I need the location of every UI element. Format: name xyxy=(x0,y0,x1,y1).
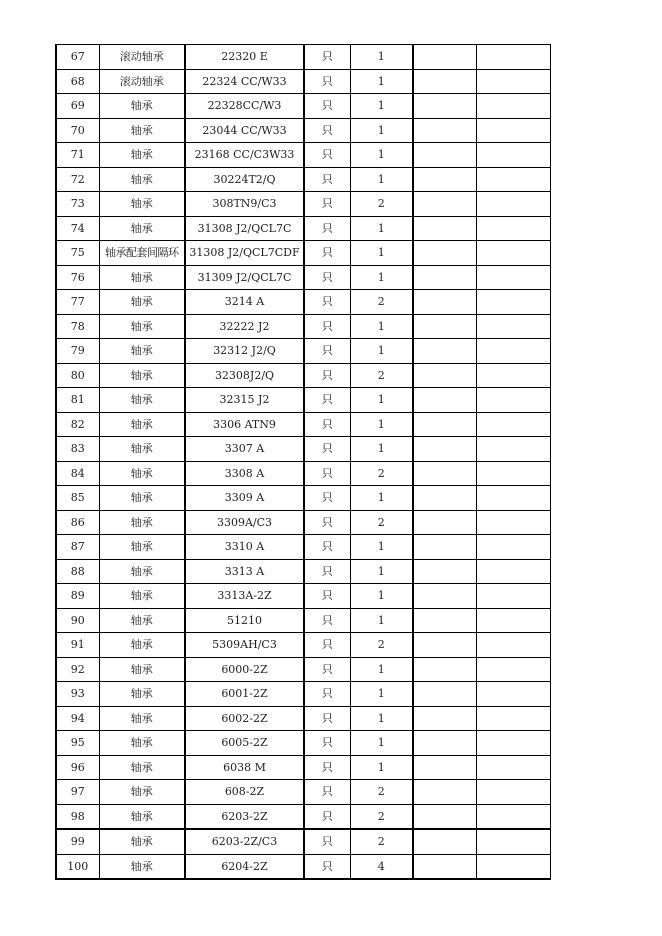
blank-cell[interactable] xyxy=(413,45,476,70)
table-row xyxy=(56,167,550,192)
blank-cell[interactable] xyxy=(413,94,476,119)
blank-cell[interactable] xyxy=(476,706,550,731)
quantity-cell[interactable]: 2 xyxy=(350,780,413,805)
blank-cell[interactable] xyxy=(476,69,550,94)
quantity-cell[interactable]: 1 xyxy=(350,706,413,731)
blank-cell[interactable] xyxy=(413,290,476,315)
item-name-cell[interactable]: 轴承 xyxy=(99,780,185,805)
unit-cell[interactable]: 只 xyxy=(304,755,350,780)
blank-cell[interactable] xyxy=(476,339,550,364)
row-number-cell[interactable]: 71 xyxy=(56,143,99,168)
row-number-cell[interactable]: 80 xyxy=(56,363,99,388)
quantity-cell[interactable]: 1 xyxy=(350,559,413,584)
model-number-cell[interactable]: 6203-2Z xyxy=(185,804,304,829)
row-number-cell[interactable]: 67 xyxy=(56,45,99,70)
blank-cell[interactable] xyxy=(476,437,550,462)
item-name-cell[interactable]: 轴承配套间隔环 xyxy=(99,241,185,266)
table-row xyxy=(56,69,550,94)
blank-cell[interactable] xyxy=(476,192,550,217)
table-body xyxy=(56,45,550,880)
model-number-cell[interactable]: 608-2Z xyxy=(185,780,304,805)
row-number-cell[interactable]: 89 xyxy=(56,584,99,609)
quantity-cell[interactable]: 4 xyxy=(350,854,413,879)
item-name-cell[interactable]: 轴承 xyxy=(99,682,185,707)
blank-cell[interactable] xyxy=(476,314,550,339)
table-row xyxy=(56,804,550,829)
model-number-cell[interactable]: 6001-2Z xyxy=(185,682,304,707)
unit-cell[interactable]: 只 xyxy=(304,363,350,388)
blank-cell[interactable] xyxy=(413,804,476,829)
unit-cell[interactable]: 只 xyxy=(304,118,350,143)
table-row xyxy=(56,290,550,315)
blank-cell[interactable] xyxy=(413,241,476,266)
blank-cell[interactable] xyxy=(413,584,476,609)
blank-cell[interactable] xyxy=(413,535,476,560)
quantity-cell[interactable]: 1 xyxy=(350,216,413,241)
table-row xyxy=(56,363,550,388)
model-number-cell[interactable]: 308TN9/C3 xyxy=(185,192,304,217)
quantity-cell[interactable]: 1 xyxy=(350,412,413,437)
unit-cell[interactable]: 只 xyxy=(304,804,350,829)
quantity-cell[interactable]: 1 xyxy=(350,731,413,756)
unit-cell[interactable]: 只 xyxy=(304,290,350,315)
table-row xyxy=(56,118,550,143)
item-name-cell[interactable]: 轴承 xyxy=(99,412,185,437)
unit-cell[interactable]: 只 xyxy=(304,706,350,731)
row-number-cell[interactable]: 83 xyxy=(56,437,99,462)
blank-cell[interactable] xyxy=(413,118,476,143)
model-number-cell[interactable]: 32312 J2/Q xyxy=(185,339,304,364)
table-row xyxy=(56,192,550,217)
item-name-cell[interactable]: 轴承 xyxy=(99,265,185,290)
blank-cell[interactable] xyxy=(413,216,476,241)
row-number-cell[interactable]: 86 xyxy=(56,510,99,535)
unit-cell[interactable]: 只 xyxy=(304,412,350,437)
unit-cell[interactable]: 只 xyxy=(304,559,350,584)
row-number-cell[interactable]: 70 xyxy=(56,118,99,143)
item-name-cell[interactable]: 轴承 xyxy=(99,829,185,854)
table-row xyxy=(56,339,550,364)
blank-cell[interactable] xyxy=(413,510,476,535)
quantity-cell[interactable]: 1 xyxy=(350,437,413,462)
model-number-cell[interactable]: 3214 A xyxy=(185,290,304,315)
item-name-cell[interactable]: 轴承 xyxy=(99,854,185,879)
row-number-cell[interactable]: 98 xyxy=(56,804,99,829)
unit-cell[interactable]: 只 xyxy=(304,854,350,879)
blank-cell[interactable] xyxy=(413,388,476,413)
table-row xyxy=(56,755,550,780)
table-row xyxy=(56,314,550,339)
table-row xyxy=(56,682,550,707)
quantity-cell[interactable]: 1 xyxy=(350,584,413,609)
item-name-cell[interactable]: 轴承 xyxy=(99,584,185,609)
item-name-cell[interactable]: 轴承 xyxy=(99,167,185,192)
table-row xyxy=(56,437,550,462)
blank-cell[interactable] xyxy=(413,731,476,756)
model-number-cell[interactable]: 6002-2Z xyxy=(185,706,304,731)
row-number-cell[interactable]: 84 xyxy=(56,461,99,486)
unit-cell[interactable]: 只 xyxy=(304,486,350,511)
unit-cell[interactable]: 只 xyxy=(304,461,350,486)
model-number-cell[interactable]: 3309A/C3 xyxy=(185,510,304,535)
item-name-cell[interactable]: 轴承 xyxy=(99,192,185,217)
table-row xyxy=(56,461,550,486)
quantity-cell[interactable]: 2 xyxy=(350,829,413,854)
unit-cell[interactable]: 只 xyxy=(304,584,350,609)
model-number-cell[interactable]: 32315 J2 xyxy=(185,388,304,413)
model-number-cell[interactable]: 51210 xyxy=(185,608,304,633)
quantity-cell[interactable]: 1 xyxy=(350,657,413,682)
blank-cell[interactable] xyxy=(476,388,550,413)
blank-cell[interactable] xyxy=(476,510,550,535)
item-name-cell[interactable]: 轴承 xyxy=(99,118,185,143)
blank-cell[interactable] xyxy=(476,290,550,315)
unit-cell[interactable]: 只 xyxy=(304,167,350,192)
model-number-cell[interactable]: 5309AH/C3 xyxy=(185,633,304,658)
unit-cell[interactable]: 只 xyxy=(304,216,350,241)
model-number-cell[interactable]: 23168 CC/C3W33 xyxy=(185,143,304,168)
item-name-cell[interactable]: 轴承 xyxy=(99,314,185,339)
model-number-cell[interactable]: 32308J2/Q xyxy=(185,363,304,388)
model-number-cell[interactable]: 6038 M xyxy=(185,755,304,780)
table-row xyxy=(56,45,550,70)
table-row xyxy=(56,706,550,731)
quantity-cell[interactable]: 1 xyxy=(350,682,413,707)
table-row xyxy=(56,731,550,756)
table-row xyxy=(56,216,550,241)
row-number-cell[interactable]: 72 xyxy=(56,167,99,192)
quantity-cell[interactable]: 2 xyxy=(350,510,413,535)
blank-cell[interactable] xyxy=(413,706,476,731)
blank-cell[interactable] xyxy=(413,363,476,388)
blank-cell[interactable] xyxy=(476,241,550,266)
blank-cell[interactable] xyxy=(476,682,550,707)
row-number-cell[interactable]: 97 xyxy=(56,780,99,805)
quantity-cell[interactable]: 1 xyxy=(350,94,413,119)
blank-cell[interactable] xyxy=(413,69,476,94)
unit-cell[interactable]: 只 xyxy=(304,314,350,339)
row-number-cell[interactable]: 95 xyxy=(56,731,99,756)
blank-cell[interactable] xyxy=(476,657,550,682)
row-number-cell[interactable]: 69 xyxy=(56,94,99,119)
quantity-cell[interactable]: 1 xyxy=(350,755,413,780)
quantity-cell[interactable]: 1 xyxy=(350,118,413,143)
blank-cell[interactable] xyxy=(413,854,476,879)
table-row xyxy=(56,780,550,805)
quantity-cell[interactable]: 2 xyxy=(350,804,413,829)
unit-cell[interactable]: 只 xyxy=(304,265,350,290)
model-number-cell[interactable]: 31309 J2/QCL7C xyxy=(185,265,304,290)
item-name-cell[interactable]: 轴承 xyxy=(99,363,185,388)
table-row xyxy=(56,559,550,584)
unit-cell[interactable]: 只 xyxy=(304,339,350,364)
blank-cell[interactable] xyxy=(476,45,550,70)
row-number-cell[interactable]: 92 xyxy=(56,657,99,682)
table-row xyxy=(56,143,550,168)
item-name-cell[interactable]: 轴承 xyxy=(99,535,185,560)
row-number-cell[interactable]: 78 xyxy=(56,314,99,339)
item-name-cell[interactable]: 轴承 xyxy=(99,633,185,658)
blank-cell[interactable] xyxy=(476,118,550,143)
model-number-cell[interactable]: 31308 J2/QCL7C xyxy=(185,216,304,241)
blank-cell[interactable] xyxy=(476,265,550,290)
quantity-cell[interactable]: 2 xyxy=(350,461,413,486)
item-name-cell[interactable]: 轴承 xyxy=(99,94,185,119)
unit-cell[interactable]: 只 xyxy=(304,780,350,805)
blank-cell[interactable] xyxy=(413,339,476,364)
blank-cell[interactable] xyxy=(476,167,550,192)
unit-cell[interactable]: 只 xyxy=(304,143,350,168)
table-row xyxy=(56,633,550,658)
row-number-cell[interactable]: 100 xyxy=(56,854,99,879)
table-row xyxy=(56,241,550,266)
model-number-cell[interactable]: 6204-2Z xyxy=(185,854,304,879)
row-number-cell[interactable]: 93 xyxy=(56,682,99,707)
table-row xyxy=(56,608,550,633)
unit-cell[interactable]: 只 xyxy=(304,829,350,854)
blank-cell[interactable] xyxy=(413,657,476,682)
quantity-cell[interactable]: 1 xyxy=(350,69,413,94)
quantity-cell[interactable]: 1 xyxy=(350,265,413,290)
model-number-cell[interactable]: 3308 A xyxy=(185,461,304,486)
blank-cell[interactable] xyxy=(476,804,550,829)
table-row xyxy=(56,584,550,609)
row-number-cell[interactable]: 85 xyxy=(56,486,99,511)
item-name-cell[interactable]: 轴承 xyxy=(99,290,185,315)
table-row xyxy=(56,657,550,682)
item-name-cell[interactable]: 轴承 xyxy=(99,559,185,584)
unit-cell[interactable]: 只 xyxy=(304,633,350,658)
quantity-cell[interactable]: 1 xyxy=(350,167,413,192)
blank-cell[interactable] xyxy=(413,829,476,854)
model-number-cell[interactable]: 22320 E xyxy=(185,45,304,70)
unit-cell[interactable]: 只 xyxy=(304,388,350,413)
unit-cell[interactable]: 只 xyxy=(304,241,350,266)
blank-cell[interactable] xyxy=(476,755,550,780)
quantity-cell[interactable]: 2 xyxy=(350,290,413,315)
quantity-cell[interactable]: 1 xyxy=(350,143,413,168)
row-number-cell[interactable]: 88 xyxy=(56,559,99,584)
item-name-cell[interactable]: 轴承 xyxy=(99,486,185,511)
blank-cell[interactable] xyxy=(476,412,550,437)
item-name-cell[interactable]: 轴承 xyxy=(99,143,185,168)
unit-cell[interactable]: 只 xyxy=(304,731,350,756)
bearing-inventory-table xyxy=(55,44,551,880)
model-number-cell[interactable]: 22324 CC/W33 xyxy=(185,69,304,94)
model-number-cell[interactable]: 3310 A xyxy=(185,535,304,560)
quantity-cell[interactable]: 1 xyxy=(350,608,413,633)
model-number-cell[interactable]: 22328CC/W3 xyxy=(185,94,304,119)
blank-cell[interactable] xyxy=(476,854,550,879)
blank-cell[interactable] xyxy=(413,608,476,633)
row-number-cell[interactable]: 94 xyxy=(56,706,99,731)
blank-cell[interactable] xyxy=(413,461,476,486)
model-number-cell[interactable]: 3313 A xyxy=(185,559,304,584)
row-number-cell[interactable]: 99 xyxy=(56,829,99,854)
table-row xyxy=(56,94,550,119)
row-number-cell[interactable]: 79 xyxy=(56,339,99,364)
unit-cell[interactable]: 只 xyxy=(304,510,350,535)
item-name-cell[interactable]: 轴承 xyxy=(99,755,185,780)
blank-cell[interactable] xyxy=(476,780,550,805)
quantity-cell[interactable]: 2 xyxy=(350,363,413,388)
model-number-cell[interactable]: 23044 CC/W33 xyxy=(185,118,304,143)
blank-cell[interactable] xyxy=(413,559,476,584)
table-row xyxy=(56,388,550,413)
blank-cell[interactable] xyxy=(413,486,476,511)
blank-cell[interactable] xyxy=(413,265,476,290)
blank-cell[interactable] xyxy=(413,143,476,168)
row-number-cell[interactable]: 74 xyxy=(56,216,99,241)
blank-cell[interactable] xyxy=(413,633,476,658)
item-name-cell[interactable]: 轴承 xyxy=(99,804,185,829)
blank-cell[interactable] xyxy=(476,535,550,560)
model-number-cell[interactable]: 6005-2Z xyxy=(185,731,304,756)
blank-cell[interactable] xyxy=(476,829,550,854)
unit-cell[interactable]: 只 xyxy=(304,69,350,94)
item-name-cell[interactable]: 轴承 xyxy=(99,706,185,731)
model-number-cell[interactable]: 6000-2Z xyxy=(185,657,304,682)
blank-cell[interactable] xyxy=(476,584,550,609)
item-name-cell[interactable]: 轴承 xyxy=(99,608,185,633)
blank-cell[interactable] xyxy=(476,608,550,633)
blank-cell[interactable] xyxy=(413,167,476,192)
blank-cell[interactable] xyxy=(476,461,550,486)
blank-cell[interactable] xyxy=(413,437,476,462)
model-number-cell[interactable]: 3307 A xyxy=(185,437,304,462)
row-number-cell[interactable]: 96 xyxy=(56,755,99,780)
blank-cell[interactable] xyxy=(413,780,476,805)
quantity-cell[interactable]: 1 xyxy=(350,535,413,560)
unit-cell[interactable]: 只 xyxy=(304,682,350,707)
model-number-cell[interactable]: 30224T2/Q xyxy=(185,167,304,192)
item-name-cell[interactable]: 轴承 xyxy=(99,437,185,462)
blank-cell[interactable] xyxy=(476,633,550,658)
unit-cell[interactable]: 只 xyxy=(304,94,350,119)
blank-cell[interactable] xyxy=(476,486,550,511)
unit-cell[interactable]: 只 xyxy=(304,535,350,560)
model-number-cell[interactable]: 32222 J2 xyxy=(185,314,304,339)
model-number-cell[interactable]: 3306 ATN9 xyxy=(185,412,304,437)
blank-cell[interactable] xyxy=(476,94,550,119)
blank-cell[interactable] xyxy=(476,559,550,584)
blank-cell[interactable] xyxy=(413,682,476,707)
item-name-cell[interactable]: 轴承 xyxy=(99,216,185,241)
row-number-cell[interactable]: 81 xyxy=(56,388,99,413)
item-name-cell[interactable]: 轴承 xyxy=(99,461,185,486)
quantity-cell[interactable]: 1 xyxy=(350,388,413,413)
unit-cell[interactable]: 只 xyxy=(304,608,350,633)
quantity-cell[interactable]: 2 xyxy=(350,633,413,658)
table-row xyxy=(56,412,550,437)
item-name-cell[interactable]: 滚动轴承 xyxy=(99,45,185,70)
row-number-cell[interactable]: 76 xyxy=(56,265,99,290)
quantity-cell[interactable]: 1 xyxy=(350,241,413,266)
row-number-cell[interactable]: 90 xyxy=(56,608,99,633)
blank-cell[interactable] xyxy=(413,755,476,780)
quantity-cell[interactable]: 1 xyxy=(350,45,413,70)
unit-cell[interactable]: 只 xyxy=(304,45,350,70)
row-number-cell[interactable]: 91 xyxy=(56,633,99,658)
row-number-cell[interactable]: 68 xyxy=(56,69,99,94)
blank-cell[interactable] xyxy=(476,216,550,241)
table-row xyxy=(56,510,550,535)
row-number-cell[interactable]: 77 xyxy=(56,290,99,315)
model-number-cell[interactable]: 3309 A xyxy=(185,486,304,511)
blank-cell[interactable] xyxy=(476,143,550,168)
item-name-cell[interactable]: 轴承 xyxy=(99,731,185,756)
item-name-cell[interactable]: 轴承 xyxy=(99,339,185,364)
row-number-cell[interactable]: 73 xyxy=(56,192,99,217)
table-row xyxy=(56,535,550,560)
quantity-cell[interactable]: 1 xyxy=(350,314,413,339)
item-name-cell[interactable]: 轴承 xyxy=(99,657,185,682)
blank-cell[interactable] xyxy=(413,412,476,437)
row-number-cell[interactable]: 82 xyxy=(56,412,99,437)
table-row xyxy=(56,265,550,290)
unit-cell[interactable]: 只 xyxy=(304,437,350,462)
blank-cell[interactable] xyxy=(476,363,550,388)
item-name-cell[interactable]: 滚动轴承 xyxy=(99,69,185,94)
blank-cell[interactable] xyxy=(413,314,476,339)
model-number-cell[interactable]: 31308 J2/QCL7CDF xyxy=(185,241,304,266)
table-row xyxy=(56,486,550,511)
quantity-cell[interactable]: 1 xyxy=(350,486,413,511)
unit-cell[interactable]: 只 xyxy=(304,192,350,217)
blank-cell[interactable] xyxy=(476,731,550,756)
quantity-cell[interactable]: 1 xyxy=(350,339,413,364)
quantity-cell[interactable]: 2 xyxy=(350,192,413,217)
blank-cell[interactable] xyxy=(413,192,476,217)
table-row xyxy=(56,854,550,879)
row-number-cell[interactable]: 75 xyxy=(56,241,99,266)
unit-cell[interactable]: 只 xyxy=(304,657,350,682)
model-number-cell[interactable]: 6203-2Z/C3 xyxy=(185,829,304,854)
table-row xyxy=(56,829,550,854)
item-name-cell[interactable]: 轴承 xyxy=(99,388,185,413)
item-name-cell[interactable]: 轴承 xyxy=(99,510,185,535)
row-number-cell[interactable]: 87 xyxy=(56,535,99,560)
model-number-cell[interactable]: 3313A-2Z xyxy=(185,584,304,609)
